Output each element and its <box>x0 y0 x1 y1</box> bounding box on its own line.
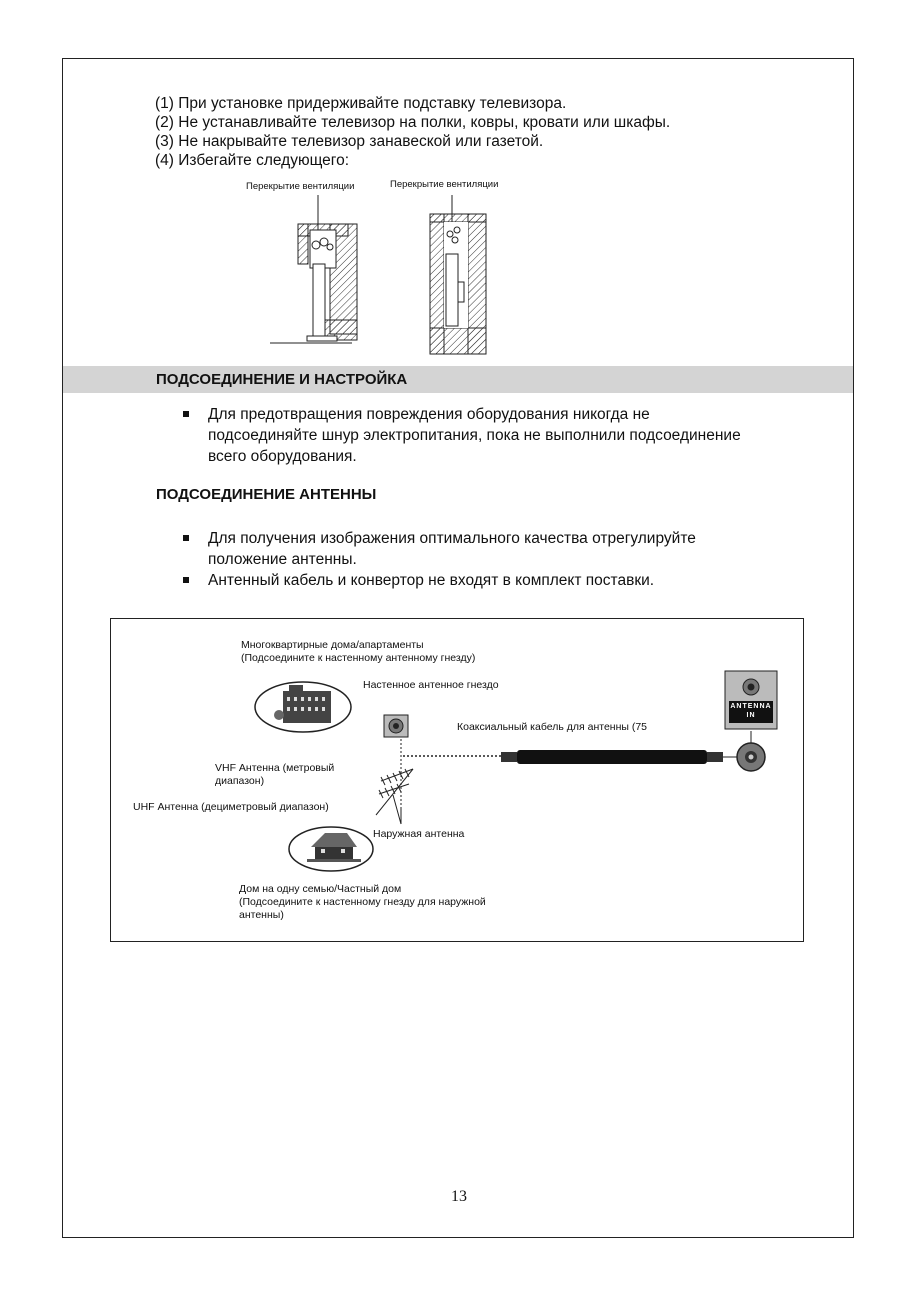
antenna-diagram <box>110 618 804 942</box>
coax-cable-icon <box>501 731 751 764</box>
ventilation-label-right: Перекрытие вентиляции <box>390 179 499 190</box>
install-notes <box>155 94 670 170</box>
coax-cable-label: Коаксиальный кабель для антенны (75 <box>457 721 648 733</box>
house-note: (Подсоедините к настенному гнезду для наружной <box>239 896 486 908</box>
bullet-text: Для получения изображения оптимального качества отрегулируйте <box>208 530 696 547</box>
antenna-in-panel-icon <box>725 671 777 771</box>
bullet-text: всего оборудования. <box>208 448 357 465</box>
bullet-text: Для предотвращения повреждения оборудования никогда не <box>208 406 650 423</box>
house-label: Дом на одну семью/Частный дом <box>239 883 402 895</box>
antenna-in-label-line2: IN <box>746 712 756 719</box>
uhf-label: UHF Антенна (дециметровый диапазон) <box>133 801 329 813</box>
wall-socket-icon <box>384 715 408 737</box>
ventilation-illustration <box>260 190 500 360</box>
outdoor-antenna-label: Наружная антенна <box>373 828 465 840</box>
apartments-note: (Подсоедините к настенному антенному гнезду) <box>241 652 476 664</box>
antenna-diagram-graphics <box>111 619 803 941</box>
antenna-in-label: ANTENNA <box>730 703 772 710</box>
install-note: (3) Не накрывайте телевизор занавеской или газетой. <box>155 133 544 150</box>
bullet-icon <box>183 411 189 417</box>
vhf-label: VHF Антенна (метровый <box>215 762 335 774</box>
antenna-heading: ПОДСОЕДИНЕНИЕ АНТЕННЫ <box>156 486 377 503</box>
outdoor-antenna-icon <box>376 769 413 824</box>
ventilation-label-left: Перекрытие вентиляции <box>246 181 355 192</box>
connection-heading: ПОДСОЕДИНЕНИЕ И НАСТРОЙКА <box>156 371 408 388</box>
bullet-text: положение антенны. <box>208 551 357 568</box>
house-note-cont: антенны) <box>239 909 284 921</box>
vhf-label-cont: диапазон) <box>215 775 265 787</box>
apartments-label: Многоквартирные дома/апартаменты <box>241 639 424 651</box>
wall-socket-label: Настенное антенное гнездо <box>363 679 499 691</box>
bullet-text: Антенный кабель и конвертор не входят в комплект поставки. <box>208 572 655 589</box>
bullet-icon <box>183 577 189 583</box>
bullet-text: подсоединяйте шнур электропитания, пока не выполнили подсоединение <box>208 427 741 444</box>
install-note: (2) Не устанавливайте телевизор на полки, ковры, кровати или шкафы. <box>155 114 671 131</box>
install-note: (1) При установке придерживайте подставку телевизора. <box>155 95 567 112</box>
house-icon <box>289 827 373 871</box>
bullet-icon <box>183 535 189 541</box>
install-note: (4) Избегайте следующего: <box>155 152 350 169</box>
apartment-building-icon <box>255 682 351 732</box>
page-number: 13 <box>451 1188 467 1205</box>
